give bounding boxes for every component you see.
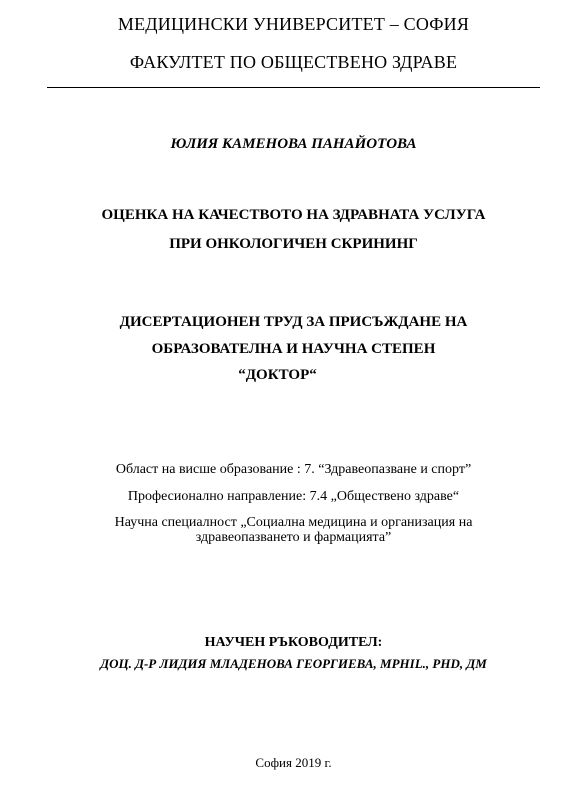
field-of-education: Област на висше образование : 7. “Здравеопазване и спорт” bbox=[115, 462, 472, 477]
supervisor-name: ДОЦ. Д-Р ЛИДИЯ МЛАДЕНОВА ГЕОРГИЕВА, MPHIL., PHD, ДМ bbox=[100, 656, 487, 671]
thesis-title-line-1: ОЦЕНКА НА КАЧЕСТВОТО НА ЗДРАВНАТА УСЛУГА bbox=[101, 207, 486, 223]
header-divider bbox=[47, 87, 540, 88]
thesis-title-line-2: ПРИ ОНКОЛОГИЧЕН СКРИНИНГ bbox=[169, 236, 418, 252]
professional-direction: Професионално направление: 7.4 „Обществено здраве“ bbox=[127, 489, 460, 504]
scientific-specialty-line-2: здравеопазването и фармацията” bbox=[195, 530, 392, 545]
dissertation-line-2: ОБРАЗОВАТЕЛНА И НАУЧНА СТЕПЕН bbox=[151, 341, 436, 357]
dissertation-line-1: ДИСЕРТАЦИОНЕН ТРУД ЗА ПРИСЪЖДАНЕ НА bbox=[119, 314, 468, 330]
place-and-year: София 2019 г. bbox=[255, 755, 332, 770]
university-name: МЕДИЦИНСКИ УНИВЕРСИТЕТ – СОФИЯ bbox=[117, 14, 470, 34]
faculty-name: ФАКУЛТЕТ ПО ОБЩЕСТВЕНО ЗДРАВЕ bbox=[129, 52, 458, 72]
scientific-specialty-line-1: Научна специалност „Социална медицина и организация на bbox=[114, 515, 473, 530]
author-name: ЮЛИЯ КАМЕНОВА ПАНАЙОТОВА bbox=[170, 136, 417, 152]
supervisor-label: НАУЧЕН РЪКОВОДИТЕЛ: bbox=[204, 635, 383, 650]
degree-title: “ДОКТОР“ bbox=[238, 367, 317, 383]
